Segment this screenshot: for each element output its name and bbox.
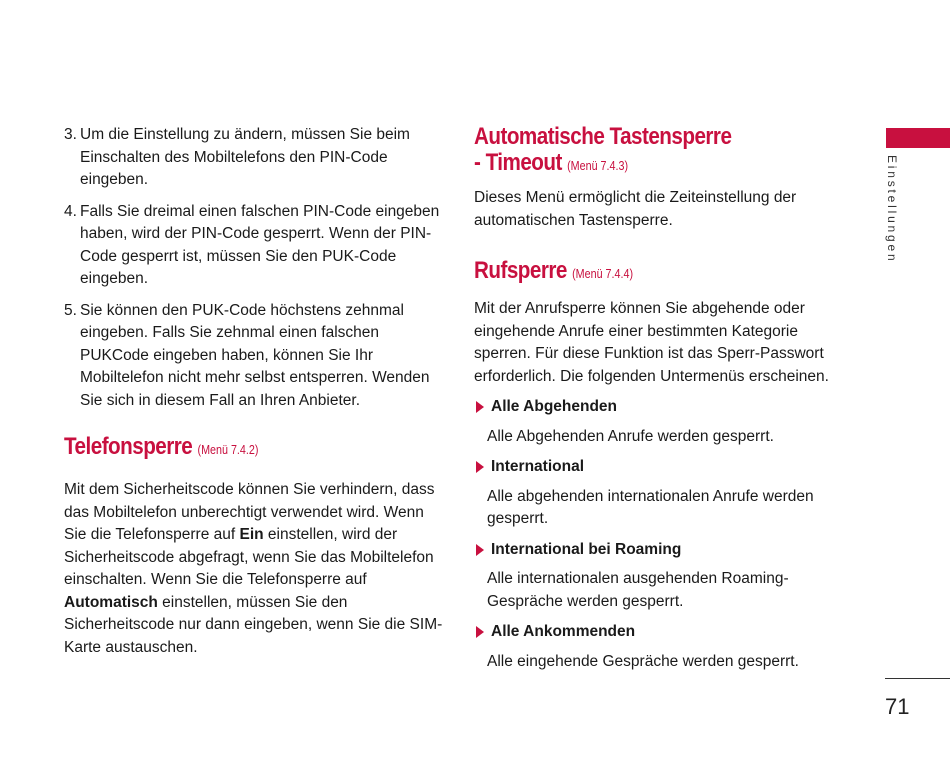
bold-term: Ein: [239, 526, 264, 543]
submenu-title: Alle Ankommenden: [491, 623, 636, 640]
paragraph-text: einstellen, wird der Sicherheitscode abgefragt, wenn Sie das Mobiltelefon einschalten. Wenn Sie die Telefonsperre auf: [64, 526, 434, 588]
left-column: [64, 124, 444, 659]
paragraph-text: einstellen, müssen Sie den Sicherheitscode nur dann eingeben, wenn Sie die SIM-Karte austauschen.: [64, 593, 443, 656]
triangle-bullet-icon: [476, 626, 484, 638]
menu-reference: (Menü 7.4.2): [197, 443, 259, 457]
item-number: 3.: [64, 126, 77, 143]
right-column: [474, 124, 854, 673]
list-item: [64, 124, 444, 192]
list-item: [64, 300, 444, 413]
bold-term: Automatisch: [64, 593, 158, 611]
section-heading-telefonsperre: [64, 434, 391, 463]
triangle-bullet-icon: [476, 401, 484, 413]
triangle-bullet-icon: [476, 544, 484, 556]
section-paragraph: Dieses Menü ermöglicht die Zeiteinstellung der automatischen Tastensperre.: [474, 189, 797, 229]
item-text: Sie können den PUK-Code höchstens zehnmal eingeben. Falls Sie zehnmal einen falschen PUKCode eingeben haben, können Sie Ihr Mobiltelefon nicht mehr selbst entsperren. Wenden Sie sich in diesem Fall an Ihren Anbieter.: [80, 301, 430, 409]
submenu-text: Alle eingehende Gespräche werden gesperrt.: [487, 652, 799, 670]
item-text: Um die Einstellung zu ändern, müssen Sie beim Einschalten des Mobiltelefons den PIN-Code eingeben.: [80, 126, 410, 188]
section-title: Rufsperre: [474, 257, 567, 284]
section-paragraph: [64, 479, 444, 659]
submenu-text: Alle internationalen ausgehenden Roaming-Gespräche werden gesperrt.: [487, 570, 789, 610]
section-title: Telefonsperre: [64, 433, 193, 460]
item-number: 4.: [64, 202, 77, 220]
page-number: 71: [885, 694, 910, 719]
submenu-heading: [474, 621, 854, 644]
menu-reference: (Menü 7.4.3): [567, 159, 629, 173]
paragraph-text: Mit dem Sicherheitscode können Sie verhindern, dass das Mobiltelefon unberechtigt verwendet wird. Wenn Sie die Telefonsperre auf: [64, 481, 435, 543]
chapter-tab: [886, 128, 950, 148]
section-title: - Timeout: [474, 149, 562, 176]
chapter-label: Einstellungen: [885, 155, 899, 264]
submenu-title: International: [491, 458, 585, 475]
submenu-text: Alle abgehenden internationalen Anrufe werden gesperrt.: [487, 487, 814, 527]
submenu-title: International bei Roaming: [491, 540, 682, 558]
section-heading-tastensperre: [474, 124, 801, 179]
submenu-heading: [474, 539, 854, 562]
submenu-heading: [474, 396, 854, 419]
section-title: Automatische Tastensperre: [474, 123, 732, 150]
menu-reference: (Menü 7.4.4): [572, 267, 634, 281]
submenu-text: Alle Abgehenden Anrufe werden gesperrt.: [487, 427, 774, 445]
submenu-heading: [474, 456, 854, 479]
submenu-title: Alle Abgehenden: [491, 398, 618, 415]
section-heading-rufsperre: [474, 258, 801, 287]
list-item: [64, 201, 444, 291]
item-number: 5.: [64, 301, 77, 319]
section-paragraph: Mit der Anrufsperre können Sie abgehende oder eingehende Anrufe einer bestimmten Kategorie sperren. Für diese Funktion ist das Sperr-Passwort erforderlich. Die folgenden Untermenüs erscheinen.: [474, 300, 829, 385]
divider: [885, 678, 950, 679]
item-text: Falls Sie dreimal einen falschen PIN-Code eingeben haben, wird der PIN-Code gesperrt. Wenn der PIN-Code gesperrt ist, müssen Sie den PUK-Code eingeben.: [80, 202, 440, 287]
triangle-bullet-icon: [476, 461, 484, 473]
